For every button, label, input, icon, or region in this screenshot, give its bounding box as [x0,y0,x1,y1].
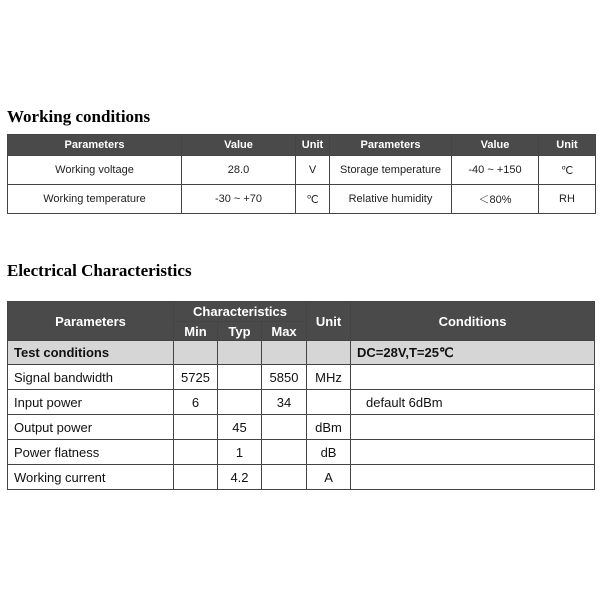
table-cell: ＜80% [452,185,539,214]
electrical-characteristics-title: Electrical Characteristics [7,261,192,280]
table-row [8,365,595,390]
header-cell: Value [452,135,539,156]
table-cell [262,440,307,465]
header-conditions: Conditions [351,302,595,341]
table-cell [174,440,218,465]
table-cell [307,341,351,365]
table-cell [351,440,595,465]
table-cell: MHz [307,365,351,390]
test-conditions-value: DC=28V,T=25℃ [351,341,595,365]
header-parameters: Parameters [8,302,174,341]
header-cell: Unit [296,135,330,156]
table-cell [174,341,218,365]
table-cell: 1 [218,440,262,465]
header-min: Min [174,322,218,341]
header-cell: Value [182,135,296,156]
header-cell: Unit [539,135,596,156]
table-header-row [8,302,595,322]
table-cell: -30 ~ +70 [182,185,296,214]
table-cell: Relative humidity [330,185,452,214]
table-cell: dBm [307,415,351,440]
table-cell: 34 [262,390,307,415]
table-cell [262,341,307,365]
table-cell: RH [539,185,596,214]
table-row [8,185,596,214]
table-cell: dB [307,440,351,465]
header-typ: Typ [218,322,262,341]
working-conditions-table [7,134,596,214]
table-row [8,465,595,490]
table-cell: 6 [174,390,218,415]
header-max: Max [262,322,307,341]
table-cell [351,365,595,390]
table-cell [218,365,262,390]
table-cell: Working voltage [8,156,182,185]
table-cell: 4.2 [218,465,262,490]
table-cell: A [307,465,351,490]
table-cell: ℃ [296,185,330,214]
table-row [8,440,595,465]
header-characteristics: Characteristics [174,302,307,322]
table-row [8,415,595,440]
table-cell: Power flatness [8,440,174,465]
table-cell: 5850 [262,365,307,390]
table-cell [307,390,351,415]
table-cell [262,415,307,440]
working-conditions-title: Working conditions [7,107,151,126]
table-row [8,390,595,415]
table-cell [262,465,307,490]
test-conditions-label: Test conditions [8,341,174,365]
table-cell: Storage temperature [330,156,452,185]
table-cell: Working temperature [8,185,182,214]
table-header-row [8,135,596,156]
table-cell: 28.0 [182,156,296,185]
table-cell: V [296,156,330,185]
electrical-characteristics-table [7,301,595,490]
table-cell [218,341,262,365]
table-cell: Working current [8,465,174,490]
table-cell [218,390,262,415]
table-cell: Input power [8,390,174,415]
table-cell: -40 ~ +150 [452,156,539,185]
table-cell [351,465,595,490]
test-conditions-row [8,341,595,365]
table-cell: 45 [218,415,262,440]
header-cell: Parameters [330,135,452,156]
table-cell: default 6dBm [351,390,595,415]
table-cell: Signal bandwidth [8,365,174,390]
header-cell: Parameters [8,135,182,156]
table-cell: 5725 [174,365,218,390]
table-cell: ℃ [539,156,596,185]
header-unit: Unit [307,302,351,341]
table-cell [174,415,218,440]
table-cell [351,415,595,440]
table-cell: Output power [8,415,174,440]
table-cell [174,465,218,490]
table-row [8,156,596,185]
